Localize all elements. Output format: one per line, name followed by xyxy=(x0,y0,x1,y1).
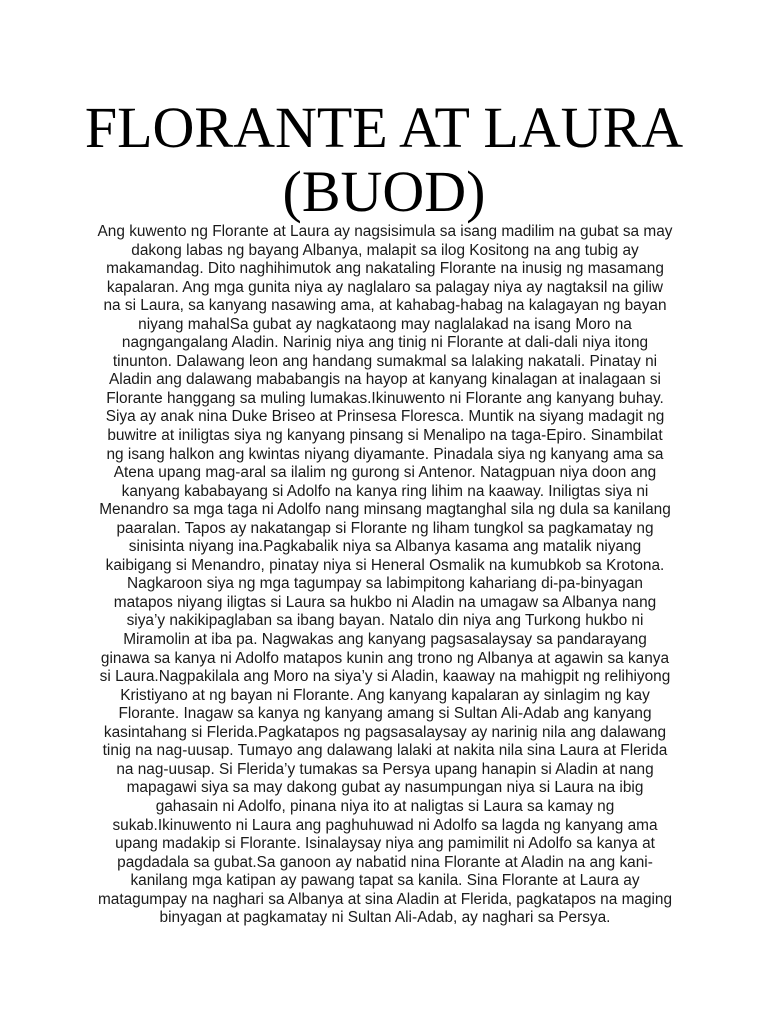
text-line: mapagawi siya sa may dakong gubat ay nasumpungan niya si Laura na ibig xyxy=(126,779,644,797)
text-line: kanilang mga katipan ay pawang tapat sa kanila. Sina Florante at Laura ay xyxy=(130,872,640,890)
text-line: kanyang kababayang si Adolfo na kanya ring lihim na kaaway. Iniligtas siya ni xyxy=(121,482,649,500)
text-line: nagngangalang Aladin. Narinig niya ang tinig ni Florante at dali-dali niya itong xyxy=(121,334,649,352)
text-line: siya’y nakikipaglaban sa ibang bayan. Natalo din niya ang Turkong hukbo ni xyxy=(126,612,644,630)
text-line: Aladin ang dalawang mababangis na hayop at kanyang kinalagan at inalagaan si xyxy=(109,371,661,389)
text-line: sukab.Ikinuwento ni Laura ang paghuhuwad ni Adolfo sa lagda ng kanyang ama xyxy=(112,816,658,834)
text-line: ng isang halkon ang kwintas niyang diyamante. Pinadala siya ng kanyang ama sa xyxy=(106,445,664,463)
title-line: (BUOD) xyxy=(282,159,486,224)
text-line: na nag-uusap. Si Flerida’y tumakas sa Persya upang hanapin si Aladin at nang xyxy=(116,760,654,778)
text-line: kaibigang si Menandro, pinatay niya si Heneral Osmalik na kumubkob sa Krotona. xyxy=(105,556,665,574)
text-line: Ang kuwento ng Florante at Laura ay nagsisimula sa isang madilim na gubat sa may xyxy=(97,223,673,240)
text-line: ginawa sa kanya ni Adolfo matapos kunin ang trono ng Albanya at agawin sa kanya xyxy=(100,649,670,667)
text-line: kasintahang si Flerida.Pagkatapos ng pagsasalaysay ay narinig nila ang dalawang xyxy=(103,723,667,741)
text-line: Nagkaroon siya ng mga tagumpay sa labimpitong kahariang di-pa-binyagan xyxy=(127,575,643,593)
text-line: binyagan at pagkamatay ni Sultan Ali-Adab, ay naghari sa Persya. xyxy=(159,909,611,927)
text-line: niyang mahalSa gubat ay nagkataong may naglalakad na isang Moro na xyxy=(138,315,632,333)
text-line: matapos niyang iligtas si Laura sa hukbo ni Aladin na umagaw sa Albanya nang xyxy=(113,593,657,611)
text-line: matagumpay na naghari sa Albanya at sina Aladin at Flerida, pagkatapos na maging xyxy=(97,890,673,908)
text-line: Florante hanggang sa muling lumakas.Ikinuwento ni Florante ang kanyang buhay. xyxy=(106,389,664,407)
text-line: gahasain ni Adolfo, pinana niya ito at naligtas si Laura sa kamay ng xyxy=(155,797,615,815)
text-line: paaralan. Tapos ay nakatangap si Florante ng liham tungkol sa pagkamatay ng xyxy=(116,519,654,537)
title-line: FLORANTE AT LAURA xyxy=(84,95,684,160)
text-line: Kristiyano at ng bayan ni Florante. Ang kanyang kapalaran ay sinlagim ng kay xyxy=(120,686,650,704)
text-line: Atena upang mag-aral sa ilalim ng gurong si Antenor. Natagpuan niya doon ang xyxy=(113,464,657,482)
document-title xyxy=(40,96,728,224)
text-line: kapalaran. Ang mga gunita niya ay naglalaro sa palagay niya ay nagtaksil na giliw xyxy=(106,278,664,296)
text-line: pagdadala sa gubat.Sa ganoon ay nabatid nina Florante at Aladin na ang kani- xyxy=(117,853,653,871)
text-line: tinig na nag-uusap. Tumayo ang dalawang lalaki at nakita nila sina Laura at Flerida xyxy=(102,742,668,760)
text-line: na si Laura, sa kanyang nasawing ama, at kahabag-habag na kalagayan ng bayan xyxy=(103,297,667,315)
text-line: dakong labas ng bayang Albanya, malapit sa ilog Kositong na ang tubig ay xyxy=(131,241,639,259)
summary-text xyxy=(82,223,688,928)
text-line: si Laura.Nagpakilala ang Moro na siya’y si Aladin, kaaway na mahigpit ng relihiyong xyxy=(99,668,671,686)
text-line: tinunton. Dalawang leon ang handang sumakmal sa lalaking nakatali. Pinatay ni xyxy=(112,352,658,370)
text-line: makamandag. Dito naghihimutok ang nakataling Florante na inusig ng masamang xyxy=(106,260,664,278)
text-line: Menandro sa mga taga ni Adolfo nang minsang magtanghal sila ng dula sa kanilang xyxy=(99,501,671,519)
text-line: buwitre at iniligtas siya ng kanyang pinsang si Menalipo na taga-Epiro. Sinambilat xyxy=(107,427,663,445)
text-line: Florante. Inagaw sa kanya ng kanyang amang si Sultan Ali-Adab ang kanyang xyxy=(118,705,652,723)
text-line: sinisinta niyang ina.Pagkabalik niya sa Albanya kasama ang matalik niyang xyxy=(128,538,642,556)
text-line: upang madakip si Florante. Isinalaysay niya ang pamimilit ni Adolfo sa kanya at xyxy=(115,835,655,853)
text-line: Miramolin at iba pa. Nagwakas ang kanyang pagsasalaysay sa pandarayang xyxy=(123,631,647,649)
text-line: Siya ay anak nina Duke Briseo at Prinsesa Floresca. Muntik na siyang madagit ng xyxy=(105,408,665,426)
